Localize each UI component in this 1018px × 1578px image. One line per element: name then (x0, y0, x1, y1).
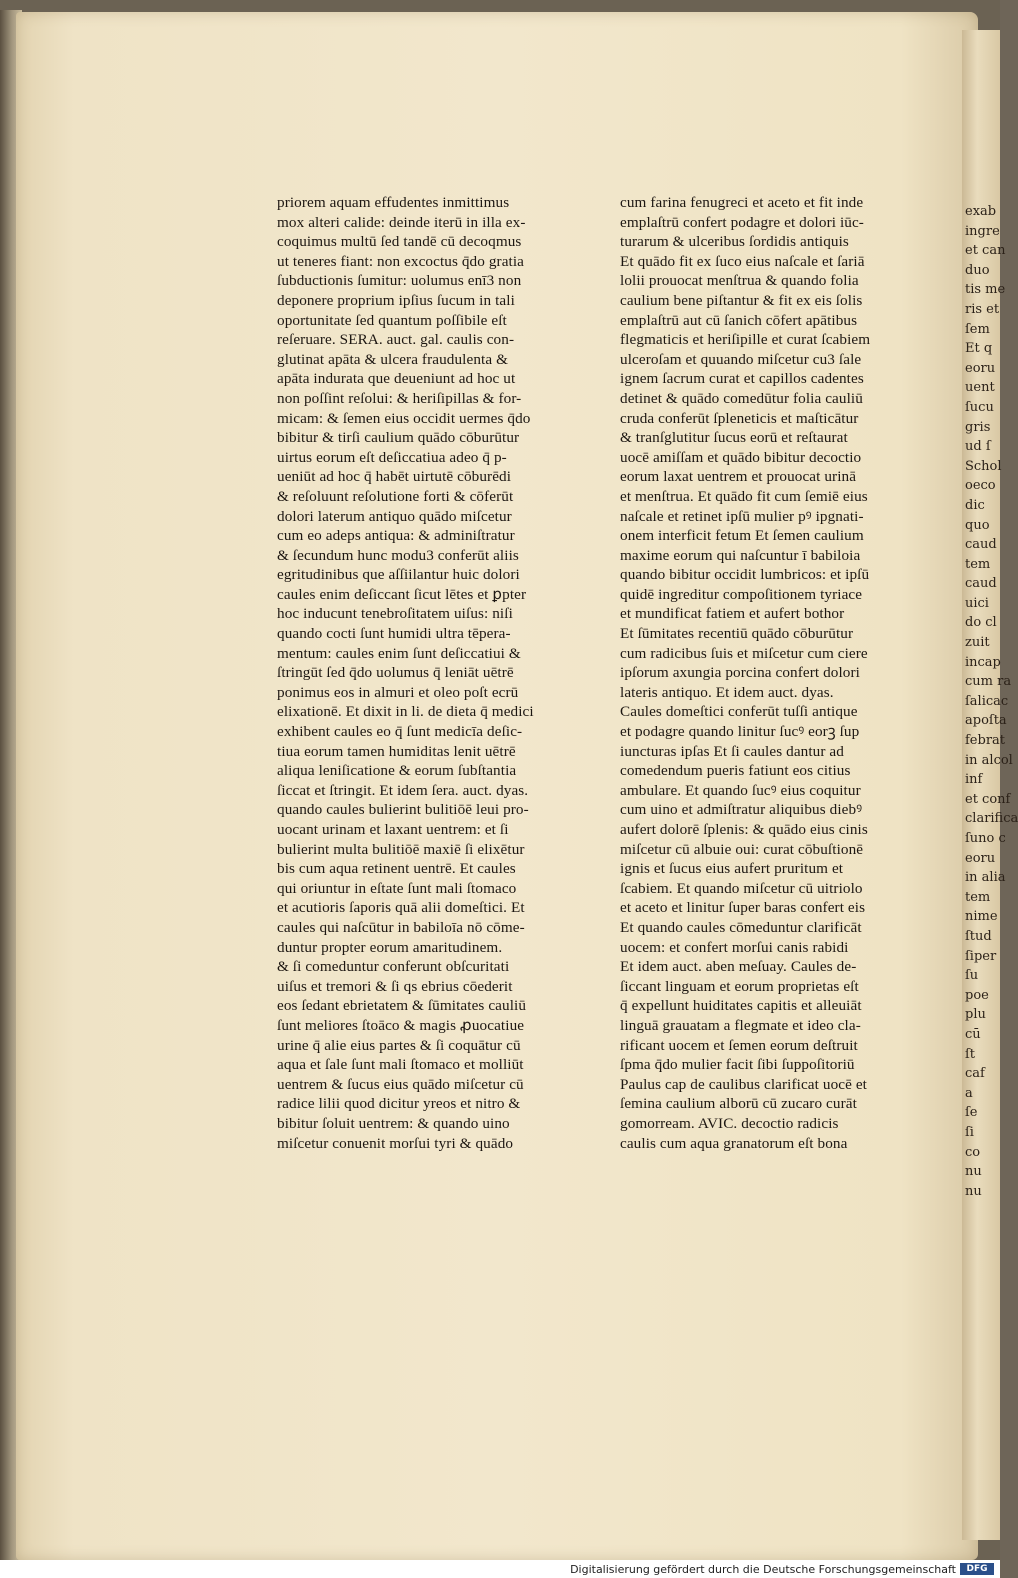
text-line: ignis et ſucus eius aufert pruritum et (620, 860, 844, 878)
text-line: cum farina fenugreci et aceto et fit inde (620, 194, 864, 211)
text-line: et podagre quando linitur ſucꝰ eorꝫ ſup (620, 723, 860, 741)
text-line: uocē amiſſam et quādo bibitur decoctio (620, 448, 862, 466)
adjacent-page-fragment: caud (965, 537, 997, 553)
adjacent-page-fragment: tem (965, 889, 991, 905)
text-line: & ſi comeduntur conferunt obſcuritati (277, 958, 510, 976)
text-line: ignem ſacrum curat et capillos cadentes (620, 370, 864, 388)
text-line: caules enim deſiccant ſicut lētes et ꝑpter (277, 585, 527, 603)
text-line: Et idem auct. aben meſuay. Caules de- (620, 958, 857, 976)
adjacent-page-fragment: gris (965, 419, 991, 435)
text-line: rificant uocem et ſemen eorum deſtruit (620, 1036, 858, 1054)
text-line: non poſſint reſolui: & heriſipillas & for- (277, 389, 522, 407)
text-line: Et quādo fit ex ſuco eius naſcale et ſariā (620, 252, 865, 270)
adjacent-page-fragment: Schol (965, 458, 1002, 474)
adjacent-page-fragment: zuit (965, 635, 990, 651)
text-line: & tranſglutitur ſucus eorū et reſtaurat (620, 429, 848, 447)
adjacent-page-fragment: ſem (965, 321, 990, 337)
text-line: exhibent caules eo q̄ ſunt medicīa deſic- (277, 723, 523, 741)
text-line: qui oriuntur in eſtate ſunt mali ſtomaco (277, 879, 517, 897)
text-line: ſiccant linguam et eorum proprietas eſt (620, 977, 859, 995)
footer-bar (0, 1560, 1000, 1578)
adjacent-page-fragment: duo (965, 262, 990, 278)
text-line: mox alteri calide: deinde iterū in illa ex- (277, 213, 526, 231)
adjacent-page-fragment: caud (965, 576, 997, 592)
text-line: ipſorum axungia porcina confert dolori (620, 664, 860, 682)
text-line: uirtus eorum eſt deſiccatiua adeo q̄ p- (277, 448, 507, 466)
adjacent-page-fragment: clarifica (965, 811, 1018, 827)
adjacent-page-fragment: ſt (965, 1046, 976, 1062)
text-line: uocant urinam et laxant uentrem: et ſi (277, 821, 509, 838)
text-line: urine q̄ alie eius partes & ſi coquātur cū (277, 1036, 521, 1054)
adjacent-page-fragment: a (965, 1085, 973, 1101)
adjacent-page-fragment: et conf (965, 791, 1011, 807)
text-line: ſunt meliores ſtoāco & magis ꝓuocatiue (277, 1016, 525, 1034)
text-line: naſcale et retinet ipſū mulier pꝰ ipgnati- (620, 507, 864, 525)
text-line: Et ſūmitates recentiū quādo cōburūtur (620, 625, 854, 643)
text-line: radice lilii quod dicitur yreos et nitro & (277, 1095, 521, 1113)
text-line: ſtringūt ſed q̄do uolumus q̄ leniāt uētrē (277, 664, 514, 682)
text-line: bibitur & tirſi caulium quādo cōburūtur (277, 429, 520, 447)
text-line: oportunitate ſed quantum poſſibile eſt (277, 311, 507, 329)
adjacent-page-fragment: tis me (965, 282, 1006, 298)
adjacent-page-edge (962, 30, 1018, 1540)
text-line: caulis cum aqua granatorum eſt bona (620, 1134, 848, 1152)
text-line: ut teneres fiant: non excoctus q̄do gratia (277, 252, 525, 270)
text-line: cum radicibus ſuis et miſcetur cum ciere (620, 644, 868, 662)
text-line: micam: & ſemen eius occidit uermes q̄do (277, 409, 531, 427)
text-line: aliqua leniſicatione & eorum ſubſtantia (277, 762, 517, 780)
text-line: ſcabiem. Et quando miſcetur cū uitriolo (620, 879, 863, 897)
adjacent-page-text (965, 202, 1018, 1201)
text-line: deponere proprium ipſius ſucum in tali (277, 291, 515, 309)
adjacent-page-fragment: do cl (965, 615, 997, 631)
adjacent-page-fragment: inf (965, 772, 983, 788)
text-line: cum eo adeps antiqua: & adminiſtratur (277, 527, 515, 545)
text-line: Paulus cap de caulibus clarificat uocē et (620, 1075, 867, 1093)
text-line: ſemina caulium alborū cū zucaro curāt (620, 1095, 857, 1113)
text-line: & reſoluunt reſolutione forti & cōferūt (277, 487, 514, 505)
text-line: q̄ expellunt huiditates capitis et alleuiāt (620, 997, 862, 1015)
adjacent-page-fragment: plu (965, 1007, 986, 1023)
text-line: onem interficit fetum Et ſemen caulium (620, 527, 864, 545)
text-line: comedendum pueris fatiunt eos citius (620, 762, 851, 780)
text-line: priorem aquam effudentes inmittimus (277, 194, 510, 211)
adjacent-page-fragment: cū (965, 1026, 981, 1042)
text-line: ſiccat et ſtringit. Et idem ſera. auct. dyas. (277, 781, 529, 799)
text-line: glutinat apāta & ulcera fraudulenta & (277, 350, 508, 368)
adjacent-page-fragment: tem (965, 556, 991, 572)
adjacent-page-fragment: uent (965, 380, 995, 396)
text-line: reſeruare. SERA. auct. gal. caulis con- (277, 331, 515, 349)
text-line: ueniūt ad hoc q̄ habēt uirtutē cōburēdi (277, 468, 512, 486)
adjacent-page-fragment: apoſta (965, 713, 1007, 729)
text-line: turarum & ulceribus ſordidis antiquis (620, 233, 849, 251)
text-line: eorum laxat uentrem et prouocat urinā (620, 468, 857, 486)
funding-notice: Digitalisierung gefördert durch die Deutsche Forschungsgemeinschaft (570, 1563, 956, 1576)
text-line: caulium bene piſtantur & fit ex eis ſolis (620, 291, 863, 309)
adjacent-page-fragment: oeco (965, 478, 996, 494)
text-line: mentum: caules enim ſunt deſiccatiui & (277, 644, 521, 662)
text-line: cruda conferūt ſpleneticis et maſticātur (620, 409, 859, 427)
adjacent-page-fragment: uici (965, 595, 989, 611)
dfg-logo: DFG (960, 1563, 994, 1575)
text-line: miſcetur cū albuie oui: curat cōbuſtionē (620, 840, 864, 858)
adjacent-page-fragment: ris et (965, 301, 1000, 317)
adjacent-page-fragment: cum ra (965, 674, 1012, 690)
text-line: uiſus et tremori & ſi qs ebrius cōederit (277, 977, 513, 995)
text-line: hoc inducunt tenebroſitatem uiſus: niſi (277, 605, 513, 623)
text-line: Caules domeſtici conferūt tuſſi antique (620, 703, 858, 721)
text-line: ulceroſam et quuando miſcetur cu3 ſale (620, 350, 862, 368)
text-line: dolori laterum antiquo quādo miſcetur (277, 507, 512, 525)
adjacent-page-fragment: quo (965, 517, 990, 533)
right-text-column (620, 193, 905, 1153)
text-line: tiua eorum tamen humiditas lenit uētrē (277, 742, 516, 760)
text-line: linguā grauatam a flegmate et ideo cla- (620, 1016, 861, 1034)
adjacent-page-fragment: incap (965, 654, 1001, 670)
text-line: et menſtrua. Et quādo fit cum ſemiē eius (620, 487, 868, 505)
adjacent-page-fragment: nu (965, 1164, 982, 1180)
text-line: egritudinibus que aſſiilantur huic dolori (277, 566, 520, 584)
text-line: quando caules bulierint bulitiōē leui pro- (277, 801, 529, 819)
text-line: et aceto et linitur ſuper baras confert eis (620, 899, 866, 917)
adjacent-page-fragment: dic (965, 497, 985, 513)
text-line: et mundificat fatiem et aufert bothor (620, 605, 845, 623)
adjacent-page-fragment: febrat (965, 733, 1006, 749)
text-line: miſcetur conuenit morſui tyri & quādo (277, 1134, 514, 1152)
text-line: elixationē. Et dixit in li. de dieta q̄ medici (277, 703, 534, 721)
adjacent-page-fragment: ſi (965, 1124, 974, 1140)
adjacent-page-fragment: ingre (965, 223, 1000, 239)
adjacent-page-fragment: nime (965, 909, 998, 925)
adjacent-page-fragment: ſu (965, 968, 979, 984)
text-line: emplaſtrū confert podagre et dolori iūc- (620, 213, 864, 231)
text-line: apāta indurata que deueniunt ad hoc ut (277, 370, 516, 388)
adjacent-page-fragment: ſe (965, 1105, 978, 1121)
adjacent-page-fragment: ſalicac (965, 693, 1009, 709)
text-line: iuncturas ipſas Et ſi caules dantur ad (620, 742, 844, 760)
adjacent-page-fragment: ud ſ (965, 439, 991, 455)
adjacent-page-fragment: ſucu (965, 399, 994, 415)
text-line: et acutioris ſaporis quā alii domeſtici. Et (277, 899, 525, 917)
text-line: ſpma q̄do mulier facit ſibi ſuppoſitoriū (620, 1056, 855, 1074)
text-line: ponimus eos in almuri et oleo poſt ecrū (277, 683, 519, 701)
adjacent-page-fragment: in alcol (965, 752, 1013, 768)
text-line: duntur propter eorum amaritudinem. (277, 938, 503, 956)
text-line: gomorream. AVIC. decoctio radicis (620, 1114, 839, 1132)
text-line: & ſecundum hunc modu3 conferūt aliis (277, 546, 519, 564)
adjacent-page-fragment: nu (965, 1183, 982, 1199)
adjacent-page-fragment: Et q (965, 341, 993, 357)
text-line: bis cum aqua retinent uentrē. Et caules (277, 860, 516, 878)
text-line: uocem: et confert morſui canis rabidi (620, 938, 849, 956)
adjacent-page-fragment: eoru (965, 850, 996, 866)
text-line: quando bibitur occidit lumbricos: et ipſū (620, 566, 870, 584)
left-text-column (277, 193, 567, 1153)
text-line: Et quando caules cōmeduntur clarificāt (620, 918, 862, 936)
text-line: quidē ingreditur compoſitionem tyriace (620, 585, 863, 603)
text-line: flegmaticis et heriſipille et curat ſcabiem (620, 331, 871, 349)
text-line: ambulare. Et quando ſucꝰ eius coquitur (620, 781, 861, 799)
text-line: quando cocti ſunt humidi ultra tēpera- (277, 625, 511, 643)
text-line: aufert dolorē ſplenis: & quādo eius cinis (620, 821, 868, 838)
adjacent-page-fragment: caf (965, 1066, 985, 1082)
text-line: aqua et ſale ſunt mali ſtomaco et molliūt (277, 1056, 524, 1074)
adjacent-page-fragment: ſuno c (965, 831, 1006, 846)
adjacent-page-fragment: ſiper (965, 948, 997, 964)
text-line: coquimus multū ſed tandē cū decoqmus (277, 233, 522, 251)
text-line: lolii prouocat menſtrua & quando folia (620, 272, 859, 290)
adjacent-page-fragment: in alia (965, 870, 1006, 886)
text-line: emplaſtrū aut cū ſanich cōfert apātibus (620, 311, 858, 329)
text-line: lateris antiquo. Et idem auct. dyas. (620, 683, 834, 701)
adjacent-page-fragment: eoru (965, 360, 996, 376)
adjacent-page-fragment: poe (965, 987, 989, 1003)
text-line: ſubductionis ſumitur: uolumus enī3 non (277, 272, 522, 290)
text-line: caules qui naſcūtur in babiloīa nō cōme- (277, 918, 525, 936)
text-line: bulierint multa bulitiōē maxiē ſi elixētur (277, 840, 525, 858)
text-line: uentrem & ſucus eius quādo miſcetur cū (277, 1075, 524, 1093)
adjacent-page-fragment: co (965, 1144, 981, 1160)
text-line: eos ſedant ebrietatem & ſūmitates cauliū (277, 997, 527, 1015)
adjacent-page-fragment: ſtud (965, 928, 992, 944)
text-line: detinet & quādo comedūtur folia cauliū (620, 389, 863, 407)
text-line: cum uino et admiſtratur aliquibus diebꝰ (620, 801, 863, 819)
adjacent-page-fragment: exab (965, 204, 997, 219)
text-line: maxime eorum qui naſcuntur ī babiloia (620, 546, 861, 564)
text-line: bibitur ſoluit uentrem: & quando uino (277, 1114, 510, 1132)
adjacent-page-fragment: et can (965, 243, 1006, 259)
